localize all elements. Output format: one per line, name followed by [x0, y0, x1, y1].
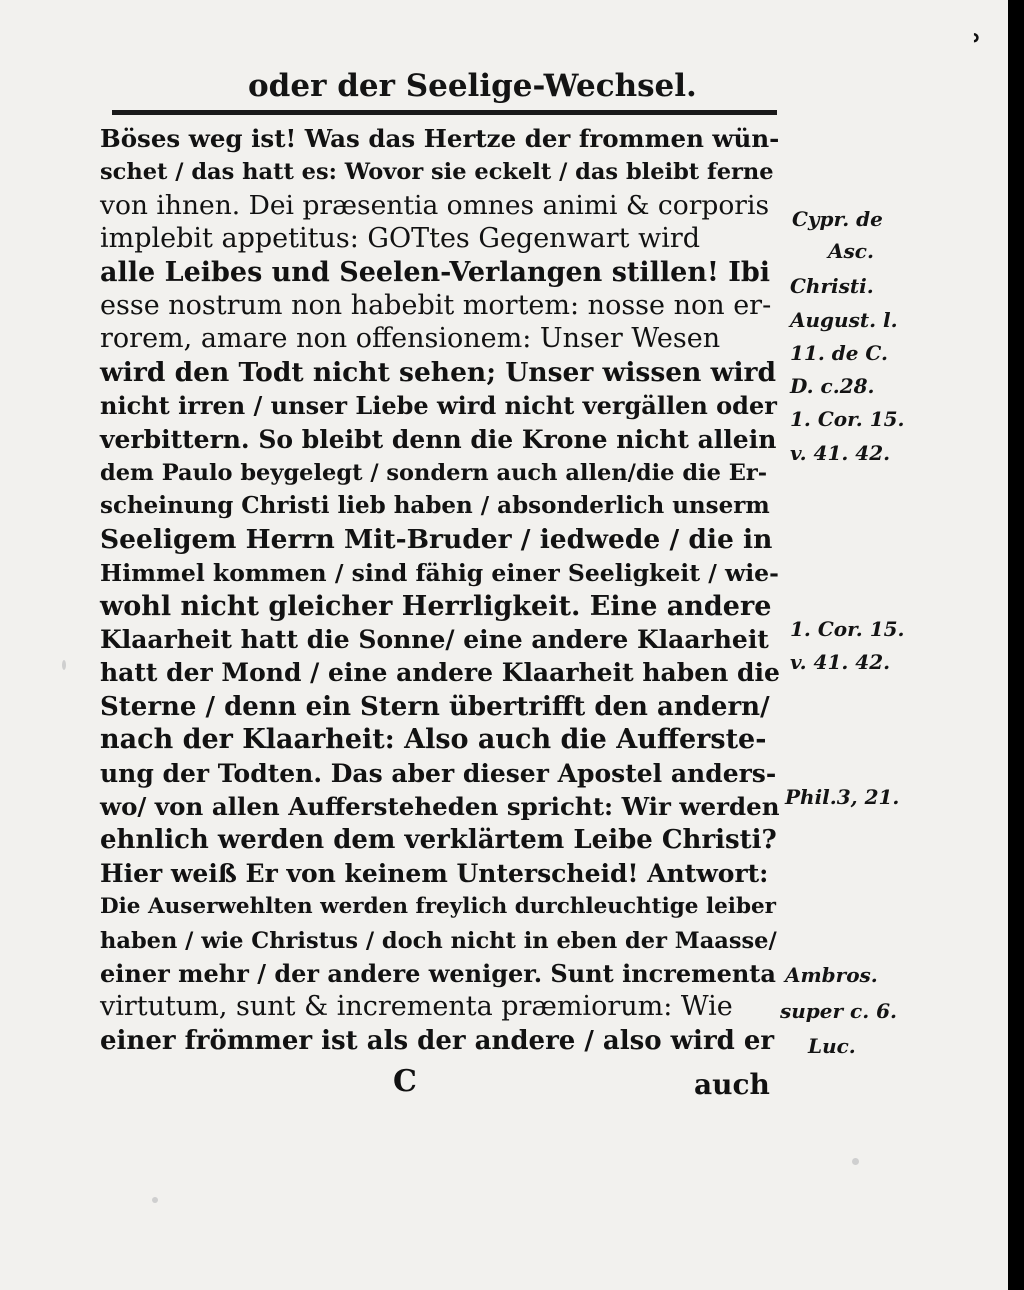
text-line: von ihnen. Dei præsentia omnes animi & corporis: [100, 189, 770, 221]
marginal-note: August. l.: [790, 308, 898, 332]
marginal-note: v. 41. 42.: [790, 441, 891, 465]
marginal-note: 1. Cor. 15.: [790, 407, 905, 431]
marginal-note: Cypr. de: [792, 207, 883, 231]
marginal-note: super c. 6.: [780, 999, 897, 1023]
text-line: haben / wie Christus / doch nicht in eben der Maasse/: [100, 927, 777, 954]
text-line: alle Leibes und Seelen-Verlangen stillen! Ibi: [100, 256, 770, 288]
text-line: Die Auserwehlten werden freylich durchleuchtige leiber: [100, 894, 777, 920]
text-line: implebit appetitus: GOTtes Gegenwart wird: [100, 223, 701, 255]
text-line: wo/ von allen Auffersteheden spricht: Wir werden: [100, 792, 780, 821]
text-line: einer mehr / der andere weniger. Sunt incrementa: [100, 959, 776, 988]
text-line: Sterne / denn ein Stern übertrifft den andern/: [100, 691, 770, 722]
marginal-note: 11. de C.: [790, 341, 888, 365]
paper-speck: [62, 660, 66, 670]
marginal-note: Luc.: [808, 1034, 856, 1058]
marginal-note: Ambros.: [785, 963, 878, 987]
text-line: ung der Todten. Das aber dieser Apostel anders-: [100, 758, 777, 788]
marginal-note: D. c.28.: [790, 374, 875, 398]
text-line: scheinung Christi lieb haben / absonderlich unserm: [100, 492, 770, 520]
text-line: Klaarheit hatt die Sonne/ eine andere Klaarheit: [100, 625, 769, 654]
text-line: nach der Klaarheit: Also auch die Aufferste-: [100, 724, 767, 756]
paper-speck: [152, 1197, 158, 1203]
header-rule: [112, 110, 777, 115]
text-line: virtutum, sunt & incrementa præmiorum: Wie: [100, 991, 733, 1023]
text-line: wird den Todt nicht sehen; Unser wissen wird: [100, 356, 776, 388]
text-line: esse nostrum non habebit mortem: nosse non er-: [100, 290, 772, 321]
text-line: Hier weiß Er von keinem Unterscheid! Antwort:: [100, 858, 769, 888]
text-line: schet / das hatt es: Wovor sie eckelt / das bleibt ferne: [100, 159, 774, 186]
text-line: nicht irren / unser Liebe wird nicht vergällen oder: [100, 391, 777, 421]
text-line: dem Paulo beygelegt / sondern auch allen/die die Er-: [100, 460, 768, 486]
text-line: einer frömmer ist als der andere / also wird er: [100, 1025, 775, 1056]
marginal-note: 1. Cor. 15.: [790, 617, 905, 641]
text-line: Böses weg ist! Was das Hertze der frommen wün-: [100, 124, 780, 153]
marginal-note: Christi.: [790, 274, 874, 298]
marginal-note: Phil.3, 21.: [785, 785, 900, 809]
page-mark: ʾ: [970, 28, 983, 68]
paper-speck: [852, 1158, 859, 1165]
text-line: verbittern. So bleibt denn die Krone nicht allein: [100, 424, 777, 454]
text-line: wohl nicht gleicher Herrligkeit. Eine andere: [100, 590, 772, 622]
catchword: auch: [694, 1068, 770, 1101]
marginal-note: Asc.: [828, 239, 874, 263]
running-title: oder der Seelige-Wechsel.: [248, 68, 697, 104]
text-line: hatt der Mond / eine andere Klaarheit haben die: [100, 658, 780, 688]
text-line: Himmel kommen / sind fähig einer Seeligkeit / wie-: [100, 559, 779, 588]
marginal-note: v. 41. 42.: [790, 650, 891, 674]
signature-mark: C: [393, 1064, 417, 1099]
text-line: Seeligem Herrn Mit-Bruder / iedwede / die in: [100, 523, 773, 555]
text-line: rorem, amare non offensionem: Unser Wesen: [100, 323, 721, 355]
text-line: ehnlich werden dem verklärtem Leibe Christi?: [100, 825, 777, 856]
